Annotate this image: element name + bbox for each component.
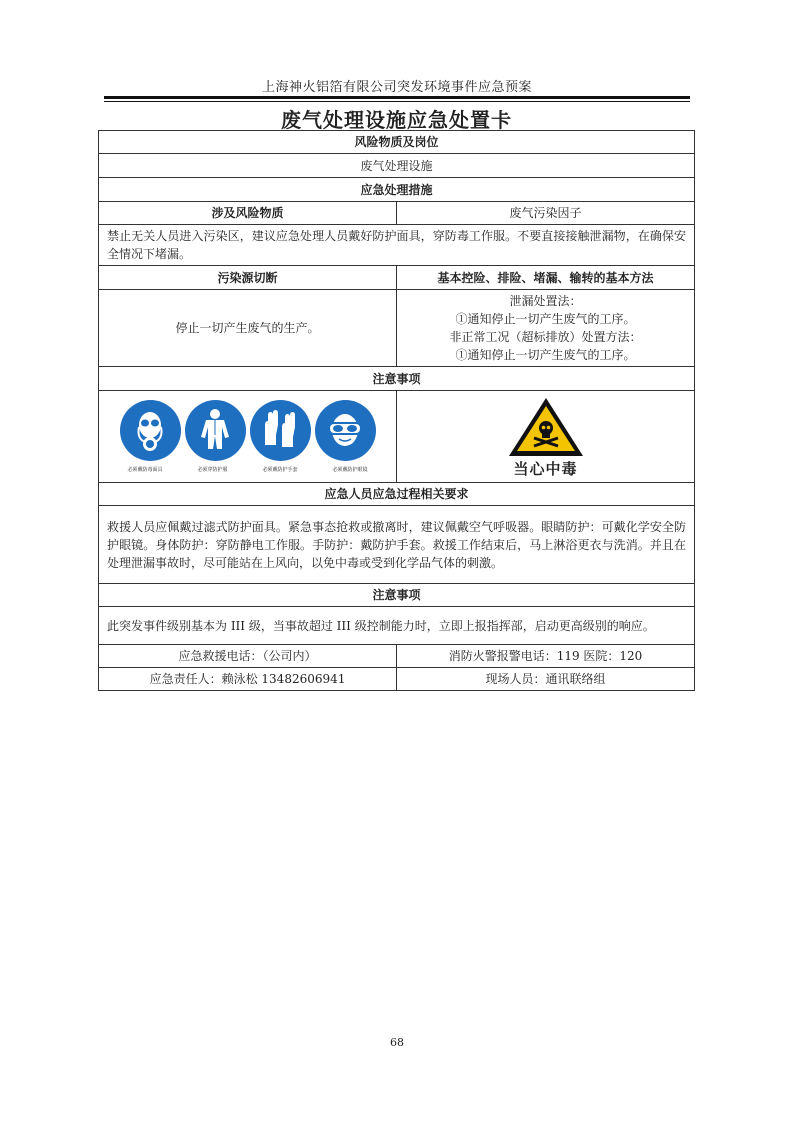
ppe-caption: 必须戴防护眼镜	[332, 466, 368, 473]
method-line: 非正常工况（超标排放）处置方法：	[449, 330, 642, 344]
page-title: 废气处理设施应急处置卡	[281, 108, 512, 132]
gas-mask-icon	[120, 400, 181, 461]
personnel-requirements-label: 应急人员应急过程相关要求	[99, 483, 695, 506]
onsite-personnel: 现场人员：通讯联络组	[397, 668, 695, 691]
header-rule-thick	[104, 96, 690, 99]
warning-sign-label: 当心中毒	[513, 459, 578, 478]
gloves-icon	[250, 400, 311, 461]
ppe-caption: 必须穿防护服	[197, 466, 228, 473]
toxic-warning-sign	[397, 391, 695, 483]
notes2-label: 注意事项	[99, 584, 695, 607]
protective-suit-icon	[185, 400, 246, 461]
emergency-disposal-card	[98, 130, 695, 691]
fire-hospital-phone: 消防火警报警电话：119 医院：120	[397, 645, 695, 668]
basic-method-text	[397, 290, 695, 367]
toxic-warning-icon	[507, 396, 585, 458]
ppe-signs	[99, 391, 397, 483]
pollution-cutoff-label: 污染源切断	[99, 266, 397, 290]
involved-substance-value: 废气污染因子	[397, 202, 695, 225]
ppe-caption: 必须戴防护手套	[262, 466, 298, 473]
method-line: 泄漏处置法：	[509, 294, 582, 308]
risk-section-value: 废气处理设施	[99, 154, 695, 178]
page-number: 68	[390, 1036, 404, 1049]
ppe-caption: 必须戴防毒面具	[127, 466, 163, 473]
notes2-text: 此突发事件级别基本为 III 级，当事故超过 III 级控制能力时，立即上报指挥部，启动更高级别的响应。	[99, 607, 695, 645]
involved-substance-label: 涉及风险物质	[99, 202, 397, 225]
measures-label: 应急处理措施	[99, 178, 695, 202]
document-header: 上海神火铝箔有限公司突发环境事件应急预案	[261, 80, 532, 95]
personnel-requirements-text: 救援人员应佩戴过滤式防护面具。紧急事态抢救或撤离时，建议佩戴空气呼吸器。眼睛防护：可戴化学安全防护眼镜。身体防护：穿防静电工作服。手防护：戴防护手套。救援工作结束后，马上淋浴更衣与洗消。并且在处理泄漏事故时，尽可能站在上风向，以免中毒或受到化学品气体的刺激。	[99, 506, 695, 584]
method-line: ①通知停止一切产生废气的工序。	[455, 348, 636, 362]
rescue-phone: 应急救援电话：（公司内）	[99, 645, 397, 668]
header-rule-thin	[104, 101, 690, 102]
general-measures-text: 禁止无关人员进入污染区，建议应急处理人员戴好防护面具，穿防毒工作服。不要直接接触泄漏物，在确保安全情况下堵漏。	[99, 225, 695, 266]
risk-section-label: 风险物质及岗位	[99, 131, 695, 154]
pollution-cutoff-text: 停止一切产生废气的生产。	[99, 290, 397, 367]
method-line: ①通知停止一切产生废气的工序。	[455, 312, 636, 326]
responsible-person: 应急责任人：赖泳松 13482606941	[99, 668, 397, 691]
notes-label: 注意事项	[99, 367, 695, 391]
goggles-icon	[315, 400, 376, 461]
basic-method-label: 基本控险、排险、堵漏、输转的基本方法	[397, 266, 695, 290]
